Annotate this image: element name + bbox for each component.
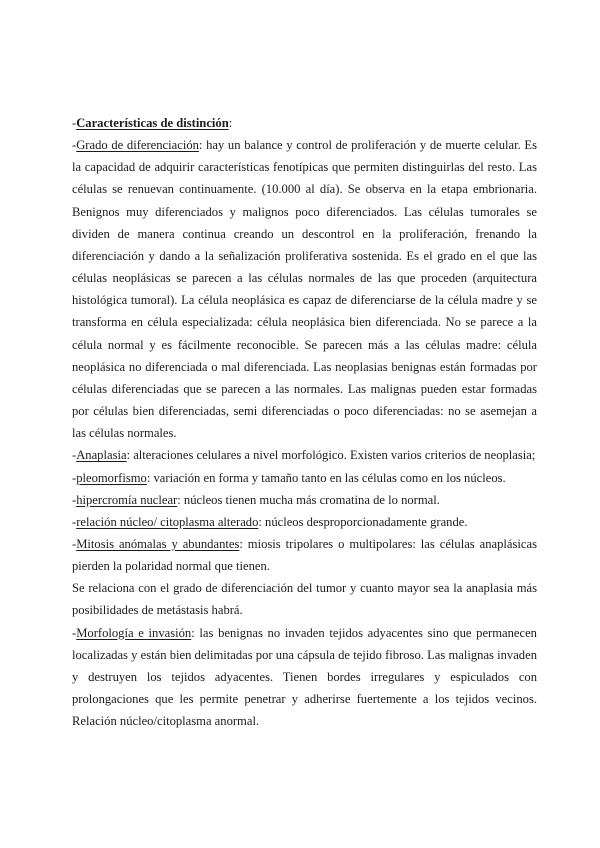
term-mitosis-anomalas: Mitosis anómalas y abundantes: [76, 536, 240, 551]
paragraph-prefix: -: [72, 448, 77, 463]
paragraph-morfologia: [72, 622, 537, 733]
paragraph-prefix: -: [72, 536, 77, 551]
paragraph-prefix: -: [72, 492, 77, 507]
heading-prefix: -: [72, 116, 77, 130]
section-heading: [72, 112, 537, 134]
paragraph-relacion-nucleo: [72, 511, 537, 533]
paragraph-text: : miosis tripolares o multipolares: las células anaplásicas pierden la polaridad normal que tienen.: [72, 536, 537, 574]
heading-title: Características de distinción: [76, 116, 229, 130]
paragraph-note: Se relaciona con el grado de diferenciación del tumor y cuanto mayor sea la anaplasia más posibilidades de metástasis habrá.: [72, 581, 537, 618]
heading-colon: :: [228, 116, 233, 130]
paragraph-text: : núcleos desproporcionadamente grande.: [258, 514, 468, 529]
paragraph-prefix: -: [72, 625, 77, 640]
paragraph-prefix: -: [72, 514, 77, 529]
document-page: [72, 112, 537, 732]
term-anaplasia: Anaplasia: [76, 448, 127, 463]
paragraph-prefix: -: [72, 470, 77, 485]
paragraph-text: : núcleos tienen mucha más cromatina de lo normal.: [177, 492, 440, 507]
paragraph-text: : alteraciones celulares a nivel morfológico. Existen varios criterios de neoplasia;: [126, 448, 536, 463]
term-morfologia-invasion: Morfología e invasión: [76, 625, 192, 640]
term-relacion-nucleo-citoplasma: relación núcleo/ citoplasma alterado: [76, 514, 259, 529]
term-pleomorfismo: pleomorfismo: [76, 470, 147, 485]
paragraph-pleomorfismo: [72, 467, 537, 489]
paragraph-anaplasia: [72, 444, 537, 466]
paragraph-hipercromia: [72, 489, 537, 511]
paragraph-text: : variación en forma y tamaño tanto en las células como en los núcleos.: [146, 470, 506, 485]
term-grado-diferenciacion: Grado de diferenciación: [76, 138, 199, 153]
paragraph-prefix: -: [72, 138, 77, 153]
paragraph-mitosis: [72, 533, 537, 577]
term-hipercromia-nuclear: hipercromía nuclear: [76, 492, 178, 507]
paragraph-text: : las benignas no invaden tejidos adyacentes sino que permanecen localizadas y están bien delimitadas por una cápsula de tejido fibroso. Las malignas invaden y destruyen los tejidos adyacentes. Tienen bordes irregulares y espiculados con prolongaciones que les permite penetrar y adherirse fuertemente a los tejidos vecinos. Relación núcleo/citoplasma anormal.: [72, 625, 537, 729]
paragraph-text: : hay un balance y control de proliferación y de muerte celular. Es la capacidad de adquirir características fenotípicas que permiten distinguirlas del resto. Las células se renuevan continuamente. (10.000 al día). Se observa en la etapa embrionaria. Benignos muy diferenciados y malignos poco diferenciados. Las células tumorales se dividen de manera continua creando un descontrol en la proliferación, frenando la diferenciación y dando a la señalización proliferativa sostenida. Es el grado en el que las células neoplásicas se parecen a las células normales de las que proceden (arquitectura histológica tumoral). La célula neoplásica es capaz de diferenciarse de la célula madre y se transforma en célula especializada: célula neoplásica bien diferenciada. No se parece a la célula normal y es fácilmente reconocible. Se parecen más a las células madre: célula neoplásica no diferenciada o mal diferenciada. Las neoplasias benignas están formadas por células diferenciadas que se parecen a las normales. Las malignas pueden estar formadas por células bien diferenciadas, semi diferenciadas o poco diferenciadas: no se asemejan a las células normales.: [72, 138, 537, 441]
paragraph-grado-diferenciacion: [72, 134, 537, 444]
